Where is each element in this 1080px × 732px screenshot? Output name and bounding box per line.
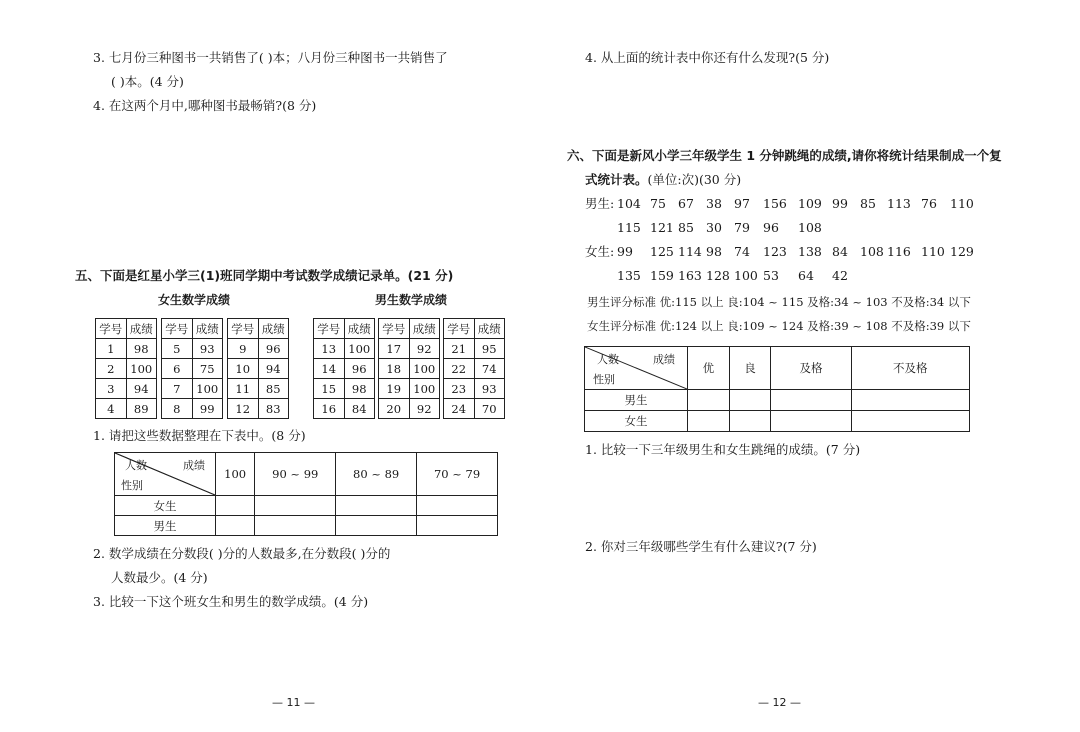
student-id: 6 xyxy=(162,359,193,379)
blank-cell[interactable] xyxy=(255,516,336,536)
page-number-left: — 11 — xyxy=(272,696,315,709)
header-score: 成绩 xyxy=(344,319,375,339)
data-value: 79 xyxy=(734,220,750,235)
data-value: 125 xyxy=(650,244,674,259)
girls-table-title: 女生数学成绩 xyxy=(158,293,231,307)
column-header: 良 xyxy=(729,347,771,390)
data-value: 42 xyxy=(832,268,848,283)
student-id: 18 xyxy=(379,359,410,379)
girls-data-row-1 xyxy=(585,244,614,260)
girls-grading-standard: 女生评分标准 优:124 以上 良:109 ~ 124 及格:39 ~ 108 不及格:39 以下 xyxy=(587,319,971,333)
header-id: 学号 xyxy=(379,319,410,339)
data-value: 135 xyxy=(617,268,641,283)
data-value: 116 xyxy=(887,244,911,259)
diagonal-header-cell xyxy=(115,453,216,496)
diag-label-gender: 性别 xyxy=(121,479,143,492)
question-5-2-line-2: 人数最少。(4 分) xyxy=(111,570,208,585)
header-id: 学号 xyxy=(228,319,259,339)
data-value: 84 xyxy=(832,244,848,259)
jump-rope-grade-table xyxy=(584,346,970,432)
data-value: 110 xyxy=(950,196,974,211)
row-header: 女生 xyxy=(115,496,216,516)
boys-table-title: 男生数学成绩 xyxy=(375,293,448,307)
student-score: 83 xyxy=(258,399,289,419)
student-id: 13 xyxy=(314,339,345,359)
data-value: 108 xyxy=(798,220,822,235)
question-5-2-line-1: 2. 数学成绩在分数段( )分的人数最多,在分数段( )分的 xyxy=(93,546,391,561)
diag-label-count: 人数 xyxy=(125,459,147,472)
data-value: 123 xyxy=(763,244,787,259)
question-6-1: 1. 比较一下三年级男生和女生跳绳的成绩。(7 分) xyxy=(585,442,861,457)
student-score: 94 xyxy=(126,379,157,399)
data-value: 38 xyxy=(706,196,722,211)
row-header: 男生 xyxy=(115,516,216,536)
header-id: 学号 xyxy=(162,319,193,339)
girls-score-grid-2 xyxy=(161,318,223,419)
student-id: 14 xyxy=(314,359,345,379)
blank-cell[interactable] xyxy=(729,411,771,432)
question-3-line-2: ( )本。(4 分) xyxy=(111,74,184,89)
column-header: 优 xyxy=(688,347,730,390)
data-value: 97 xyxy=(734,196,750,211)
student-score: 92 xyxy=(409,399,440,419)
boys-score-grid-1 xyxy=(313,318,375,419)
student-score: 93 xyxy=(474,379,505,399)
data-value: 53 xyxy=(763,268,779,283)
section-6-title-bold: 式统计表。 xyxy=(585,172,648,187)
data-value: 163 xyxy=(678,268,702,283)
column-header: 90 ~ 99 xyxy=(255,453,336,496)
data-value: 156 xyxy=(763,196,787,211)
student-score: 92 xyxy=(409,339,440,359)
blank-cell[interactable] xyxy=(729,390,771,411)
data-value: 115 xyxy=(617,220,641,235)
boys-data-row-1 xyxy=(585,196,614,212)
blank-cell[interactable] xyxy=(688,411,730,432)
student-score: 84 xyxy=(344,399,375,419)
data-value: 108 xyxy=(860,244,884,259)
boys-label: 男生: xyxy=(585,196,615,211)
student-score: 98 xyxy=(126,339,157,359)
blank-cell[interactable] xyxy=(255,496,336,516)
boys-grading-standard: 男生评分标准 优:115 以上 良:104 ~ 115 及格:34 ~ 103 不及格:34 以下 xyxy=(587,295,971,309)
data-value: 113 xyxy=(887,196,911,211)
data-value: 110 xyxy=(921,244,945,259)
diagonal-header-cell xyxy=(585,347,688,390)
student-score: 94 xyxy=(258,359,289,379)
question-4-right: 4. 从上面的统计表中你还有什么发现?(5 分) xyxy=(585,50,830,65)
student-id: 1 xyxy=(96,339,127,359)
diag-label-count: 人数 xyxy=(597,353,619,366)
data-value: 85 xyxy=(860,196,876,211)
student-id: 17 xyxy=(379,339,410,359)
row-header: 女生 xyxy=(585,411,688,432)
student-id: 16 xyxy=(314,399,345,419)
blank-cell[interactable] xyxy=(771,390,851,411)
section-6-title-line-1: 六、下面是新风小学三年级学生 1 分钟跳绳的成绩,请你将统计结果制成一个复 xyxy=(567,148,1002,163)
data-value: 99 xyxy=(832,196,848,211)
student-id: 22 xyxy=(444,359,475,379)
diag-label-gender: 性别 xyxy=(593,373,615,386)
student-id: 21 xyxy=(444,339,475,359)
student-score: 100 xyxy=(409,359,440,379)
student-id: 11 xyxy=(228,379,259,399)
student-id: 5 xyxy=(162,339,193,359)
section-6-title-line-2 xyxy=(585,172,741,188)
data-value: 30 xyxy=(706,220,722,235)
header-score: 成绩 xyxy=(474,319,505,339)
student-id: 24 xyxy=(444,399,475,419)
blank-cell[interactable] xyxy=(216,516,255,536)
student-score: 70 xyxy=(474,399,505,419)
section-5-title: 五、下面是红星小学三(1)班同学期中考试数学成绩记录单。(21 分) xyxy=(75,268,454,283)
blank-cell[interactable] xyxy=(771,411,851,432)
student-score: 74 xyxy=(474,359,505,379)
student-score: 93 xyxy=(192,339,223,359)
data-value: 98 xyxy=(706,244,722,259)
boys-score-grid-2 xyxy=(378,318,440,419)
blank-cell[interactable] xyxy=(851,411,970,432)
girls-score-grid-1 xyxy=(95,318,157,419)
section-6-title-unit: (单位:次)(30 分) xyxy=(647,172,742,187)
student-score: 100 xyxy=(409,379,440,399)
data-value: 109 xyxy=(798,196,822,211)
student-id: 9 xyxy=(228,339,259,359)
blank-cell[interactable] xyxy=(336,496,417,516)
student-score: 100 xyxy=(192,379,223,399)
row-header: 男生 xyxy=(585,390,688,411)
question-5-1: 1. 请把这些数据整理在下表中。(8 分) xyxy=(93,428,306,443)
student-id: 23 xyxy=(444,379,475,399)
blank-cell[interactable] xyxy=(216,496,255,516)
student-id: 7 xyxy=(162,379,193,399)
student-id: 10 xyxy=(228,359,259,379)
student-score: 98 xyxy=(344,379,375,399)
student-id: 8 xyxy=(162,399,193,419)
diag-label-score: 成绩 xyxy=(653,353,675,366)
column-header: 及格 xyxy=(771,347,851,390)
student-id: 15 xyxy=(314,379,345,399)
student-id: 4 xyxy=(96,399,127,419)
header-score: 成绩 xyxy=(126,319,157,339)
data-value: 100 xyxy=(734,268,758,283)
score-range-table xyxy=(114,452,498,536)
column-header: 不及格 xyxy=(851,347,970,390)
blank-cell[interactable] xyxy=(851,390,970,411)
boys-score-grid-3 xyxy=(443,318,505,419)
girls-score-grid-3 xyxy=(227,318,289,419)
data-value: 85 xyxy=(678,220,694,235)
header-id: 学号 xyxy=(96,319,127,339)
student-id: 12 xyxy=(228,399,259,419)
header-score: 成绩 xyxy=(258,319,289,339)
data-value: 99 xyxy=(617,244,633,259)
data-value: 67 xyxy=(678,196,694,211)
blank-cell[interactable] xyxy=(417,516,498,536)
column-header: 70 ~ 79 xyxy=(417,453,498,496)
question-4: 4. 在这两个月中,哪种图书最畅销?(8 分) xyxy=(93,98,317,113)
diag-label-score: 成绩 xyxy=(183,459,205,472)
header-score: 成绩 xyxy=(409,319,440,339)
question-3-line-1: 3. 七月份三种图书一共销售了( )本；八月份三种图书一共销售了 xyxy=(93,50,448,65)
data-value: 64 xyxy=(798,268,814,283)
page-number-right: — 12 — xyxy=(758,696,801,709)
question-6-2: 2. 你对三年级哪些学生有什么建议?(7 分) xyxy=(585,539,817,554)
header-id: 学号 xyxy=(444,319,475,339)
data-value: 129 xyxy=(950,244,974,259)
student-score: 95 xyxy=(474,339,505,359)
data-value: 159 xyxy=(650,268,674,283)
student-id: 19 xyxy=(379,379,410,399)
data-value: 75 xyxy=(650,196,666,211)
student-id: 3 xyxy=(96,379,127,399)
data-value: 138 xyxy=(798,244,822,259)
data-value: 128 xyxy=(706,268,730,283)
data-value: 76 xyxy=(921,196,937,211)
student-id: 20 xyxy=(379,399,410,419)
student-score: 96 xyxy=(344,359,375,379)
question-5-3: 3. 比较一下这个班女生和男生的数学成绩。(4 分) xyxy=(93,594,369,609)
header-score: 成绩 xyxy=(192,319,223,339)
header-id: 学号 xyxy=(314,319,345,339)
student-score: 100 xyxy=(126,359,157,379)
data-value: 114 xyxy=(678,244,702,259)
data-value: 96 xyxy=(763,220,779,235)
student-score: 85 xyxy=(258,379,289,399)
student-score: 99 xyxy=(192,399,223,419)
column-header: 100 xyxy=(216,453,255,496)
student-score: 75 xyxy=(192,359,223,379)
data-value: 104 xyxy=(617,196,641,211)
student-score: 100 xyxy=(344,339,375,359)
blank-cell[interactable] xyxy=(417,496,498,516)
student-score: 89 xyxy=(126,399,157,419)
blank-cell[interactable] xyxy=(688,390,730,411)
data-value: 121 xyxy=(650,220,674,235)
data-value: 74 xyxy=(734,244,750,259)
column-header: 80 ~ 89 xyxy=(336,453,417,496)
student-score: 96 xyxy=(258,339,289,359)
girls-label: 女生: xyxy=(585,244,615,259)
student-id: 2 xyxy=(96,359,127,379)
blank-cell[interactable] xyxy=(336,516,417,536)
